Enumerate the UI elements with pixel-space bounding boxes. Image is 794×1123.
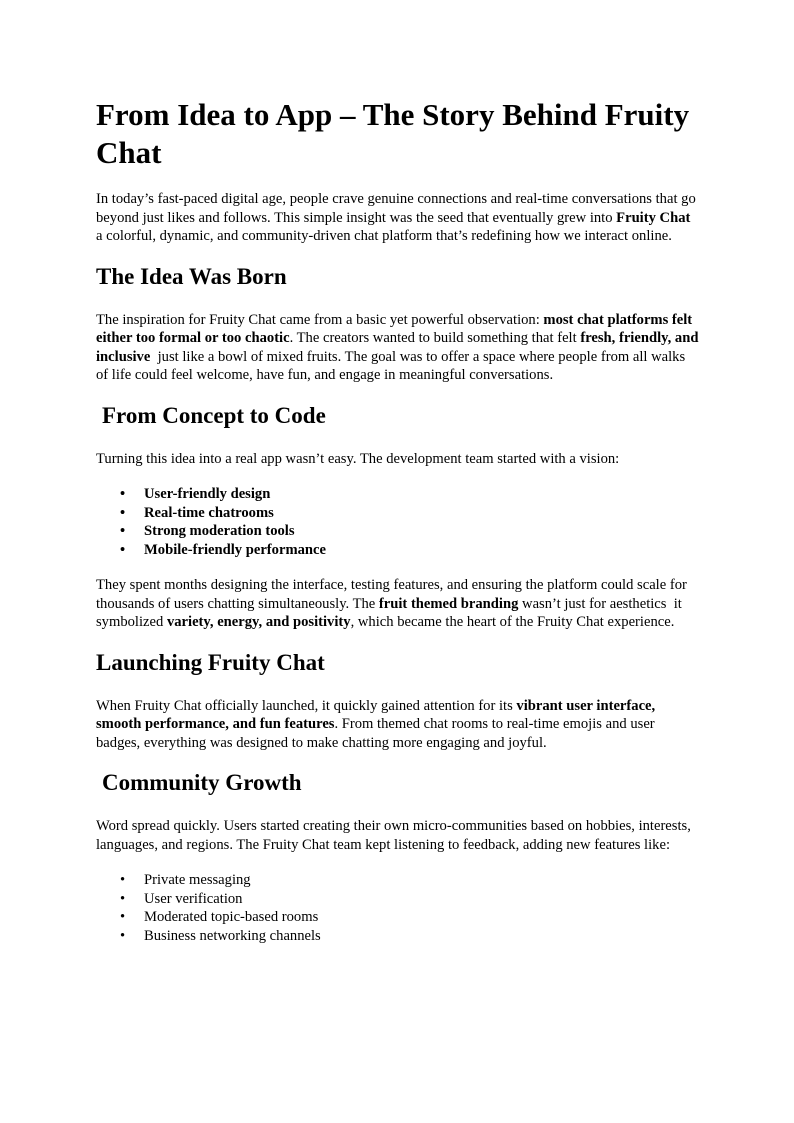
list-item: • Business networking channels bbox=[144, 927, 700, 946]
idea-text-2: . The creators wanted to build something that felt bbox=[289, 330, 581, 346]
intro-text-2: a colorful, dynamic, and community-driven chat platform that’s redefining how we interact online. bbox=[96, 209, 695, 244]
intro-paragraph bbox=[96, 190, 700, 246]
list-item: • Strong moderation tools bbox=[144, 522, 700, 541]
list-item: • Mobile-friendly performance bbox=[144, 541, 700, 560]
heading-concept: From Concept to Code bbox=[102, 402, 326, 428]
heading-idea: The Idea Was Born bbox=[96, 263, 287, 289]
heading-launch: Launching Fruity Chat bbox=[96, 649, 325, 675]
idea-bold-1: most chat platforms felt either too formal or too chaotic bbox=[96, 311, 693, 346]
list-item: • Moderated topic-based rooms bbox=[144, 908, 700, 927]
list-item: • User-friendly design bbox=[144, 485, 700, 504]
document-page bbox=[96, 96, 700, 962]
concept-text-2: wasn’t just for aesthetics it symbolized bbox=[96, 595, 682, 630]
vision-list bbox=[96, 485, 700, 559]
launch-text-2: . From themed chat rooms to real-time emojis and user badges, everything was designed to make chatting more engaging and joyful. bbox=[96, 716, 655, 751]
intro-text-1: In today’s fast-paced digital age, people crave genuine connections and real-time conversations that go beyond just likes and follows. This simple insight was the seed that eventually grew into bbox=[96, 191, 696, 226]
heading-community: Community Growth bbox=[102, 770, 302, 795]
launch-bold-1: vibrant user interface, smooth performance, and fun features bbox=[96, 697, 656, 732]
concept-paragraph bbox=[96, 576, 700, 632]
concept-bold-2: variety, energy, and positivity bbox=[166, 614, 351, 630]
intro-bold-1: Fruity Chat bbox=[616, 209, 691, 226]
list-item: • User verification bbox=[144, 890, 700, 909]
concept-bold-1: fruit themed branding bbox=[378, 595, 519, 612]
page-title: From Idea to App – The Story Behind Fruity Chat bbox=[96, 97, 690, 170]
concept-text-3: , which became the heart of the Fruity Chat experience. bbox=[350, 614, 675, 630]
launch-paragraph bbox=[96, 697, 700, 753]
list-item: • Real-time chatrooms bbox=[144, 504, 700, 523]
concept-lead: Turning this idea into a real app wasn’t easy. The development team started with a vision: bbox=[96, 450, 620, 467]
idea-text-3: just like a bowl of mixed fruits. The goal was to offer a space where people from all walks of life could feel welcome, have fun, and engage in meaningful conversations. bbox=[96, 348, 686, 383]
launch-text-1: When Fruity Chat officially launched, it quickly gained attention for its bbox=[96, 697, 517, 714]
idea-text-1: The inspiration for Fruity Chat came from a basic yet powerful observation: bbox=[96, 311, 544, 328]
community-lead: Word spread quickly. Users started creating their own micro-communities based on hobbies, interests, languages, and regions. The Fruity Chat team kept listening to feedback, adding new features like: bbox=[96, 818, 691, 853]
idea-paragraph bbox=[96, 311, 700, 385]
features-list bbox=[96, 871, 700, 945]
idea-bold-2: fresh, friendly, and inclusive bbox=[96, 330, 699, 365]
concept-text-1: They spent months designing the interface, testing features, and ensuring the platform could scale for thousands of users chatting simultaneously. The bbox=[96, 577, 687, 612]
list-item: • Private messaging bbox=[144, 871, 700, 890]
